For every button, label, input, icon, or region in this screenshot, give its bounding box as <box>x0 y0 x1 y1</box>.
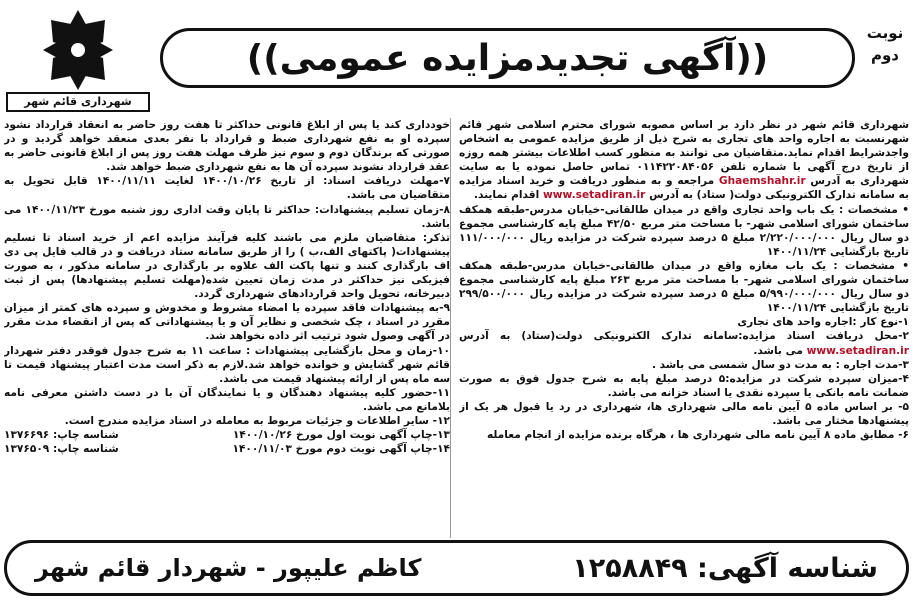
edition-label-line2: دوم <box>870 46 899 64</box>
print-2-label: ۱۴-چاپ آگهی نوبت دوم مورخ ۱۴۰۰/۱۱/۰۳ <box>232 443 450 456</box>
municipality-website-link[interactable]: Ghaemshahr.ir <box>718 175 806 188</box>
signature: کاظم علیپور - شهردار قائم شهر <box>35 554 422 582</box>
condition-item-12: ۱۲- سایر اطلاعات و جزئیات مربوط به معامله در اسناد مزایده مندرج است. <box>64 414 450 427</box>
spec-item-1: • مشخصات : یک باب واحد تجاری واقع در میدان طالقانی-خیابان مدرس-طبقه همکف ساختمان شورای اسلامی شهر- با مساحت متر مربع ۴۲/۵۰ مبلغ پایه کارشناسی مجموع دو سال ریال ۲/۲۲۰/۰۰۰/۰۰۰ مبلغ ۵ درصد سپرده شرکت در مزایده ریال ۱۱۱/۰۰۰/۰۰۰ تاریخ بازگشایی ۱۴۰۰/۱۱/۲۴ <box>459 203 909 258</box>
condition-item-9: ۹-به پیشنهادات فاقد سپرده یا امضاء مشروط و مخدوش و سپرده های کمتر از میزان مقرر در اسناد ، چک شخصی و نظایر آن و یا پیشنهاداتی که پس از انقضاء مدت مقرر در آگهی وصول شود ترتیب اثر داده نخواهد شد. <box>4 302 450 343</box>
municipality-logo <box>6 6 150 112</box>
condition-item-11: ۱۱-حضور کلیه پیشنهاد دهندگان و یا نمایندگان آن با در دست داشتن معرفی نامه بلامانع می باشد. <box>4 386 450 413</box>
condition-item-2 <box>459 329 909 357</box>
setad-website-link[interactable]: www.setadiran.ir <box>542 189 646 202</box>
condition-item-7: ۷-مهلت دریافت اسناد: از تاریخ ۱۴۰۰/۱۰/۲۶ لغایت ۱۴۰۰/۱۱/۱۱ قابل تحویل به متقاضیان می باشد. <box>4 175 450 202</box>
edition-label <box>863 22 907 66</box>
note-paragraph: تذکر: متقاضیان ملزم می باشند کلیه فرآیند مزایده اعم از خرید اسناد تا تسلیم پیشنهادات( پاکتهای الف،ب ) را از طریق سامانه ستاد دریافت و در قالب فایل پی دی اف بارگذاری کنند و تنها پاکت الف علاوه بر بارگذاری در سامانه مذکور ، به صورت فیزیکی نیز حداکثر در مدت زمان تعیین شده(مهلت تسلیم پیشنهادها) پس از ثبت دبیرخانه، تحویل واحد قراردادهای شهرداری گردد. <box>4 231 450 301</box>
setad-website-link-2[interactable]: www.setadiran.ir <box>806 344 909 357</box>
condition-item-3: ۳-مدت اجاره : به مدت دو سال شمسی می باشد . <box>651 358 909 371</box>
header <box>0 0 913 118</box>
condition-item-1: ۱-نوع کار :اجاره واحد های تجاری <box>737 316 909 329</box>
right-column <box>459 118 909 538</box>
intro-text-3: اقدام نمایند. <box>473 189 540 202</box>
body-columns <box>4 118 909 538</box>
spec-item-2: • مشخصات : یک باب مغازه واقع در میدان طالقانی-خیابان مدرس-طبقه همکف ساختمان شورای اسلامی شهر- با مساحت متر مربع ۲۶۳ مبلغ پایه کارشناسی مجموع دو سال ریال ۵/۹۹۰/۰۰۰/۰۰۰ مبلغ ۵ درصد سپرده شرکت در مزایده ریال ۲۹۹/۵۰۰/۰۰۰ تاریخ بازگشایی ۱۴۰۰/۱۱/۲۴ <box>459 259 909 315</box>
edition-label-line1: نوبت <box>866 24 904 42</box>
condition-item-2-text: ۲-محل دریافت اسناد مزایده:سامانه تدارک الکترونیکی دولت(ستاد) به آدرس <box>459 330 909 343</box>
intro-paragraph <box>459 118 909 203</box>
print-row-2 <box>4 442 450 456</box>
ad-id: شناسه آگهی: ۱۲۵۸۸۴۹ <box>572 552 878 584</box>
condition-item-6: ۶- مطابق ماده ۸ آیین نامه مالی شهرداری ها ، هرگاه برنده مزایده از انجام معامله <box>486 429 909 442</box>
condition-item-2-tail: می باشد. <box>753 344 803 357</box>
title-box <box>160 28 855 88</box>
condition-item-4: ۴-میزان سپرده شرکت در مزایده:۵ درصد مبلغ پایه به شرح جدول فوق به صورت ضمانت نامه بانکی یا سپرده نقدی یا اسناد خزانه می باشد. <box>459 372 909 399</box>
intro-text: شهرداری قائم شهر در نظر دارد بر اساس مصوبه شورای محترم اسلامی شهر قائم شهرنسبت به اجاره واحد های تجاری به شرح ذیل از طریق مزایده عمومی به اشخاص واجدشرایط اقدام نماید.متقاضیان می توانند به منظور کسب اطلاعات بیشتر همه روزه از تاریخ درج آگهی با شماره تلفن ۰۱۱۴۲۲۰۸۴۰۵۶ تماس حاصل نموده یا به سایت شهرداری به آدرس <box>459 119 909 188</box>
print-1-label: ۱۳-چاپ آگهی نوبت اول مورخ ۱۴۰۰/۱۰/۲۶ <box>232 429 450 442</box>
print-1-id: شناسه چاپ: ۱۳۷۶۶۹۶ <box>4 429 119 442</box>
footer <box>4 540 909 596</box>
left-column <box>4 118 450 538</box>
intro-text-2: مراجعه و به منظور دریافت و خرید اسناد مزایده به سامانه تدارک الکترونیکی دولت( ستاد) به آدرس <box>459 175 909 202</box>
page-title: ((آگهی تجدیدمزایده عمومی)) <box>246 37 769 79</box>
logo-emblem-icon <box>23 6 133 92</box>
print-row-1 <box>4 428 450 442</box>
condition-item-5: ۵- بر اساس ماده ۵ آیین نامه مالی شهرداری ها، شهرداری در رد یا قبول هر یک از پیشنهادها مختار می باشد. <box>459 400 909 427</box>
print-2-id: شناسه چاپ: ۱۳۷۶۵۰۹ <box>4 443 119 456</box>
continuation-paragraph: خودداری کند یا پس از ابلاغ قانونی حداکثر تا هفت روز حاضر به انعقاد قرارداد نشود سپرده او به نفع شهرداری ضبط و قرارداد با نفر بعدی منعقد خواهد گردید و در صورتی که برندگان دوم و سوم نیز ظرف مهلت هفت روز پس از ابلاغ قانونی حاضر به عقد قرارداد نشوند سپرده آن ها به نفع شهرداری ضبط خواهد شد. <box>4 119 450 174</box>
condition-item-10: ۱۰-زمان و محل بازگشایی پیشنهادات : ساعت ۱۱ به شرح جدول فوقدر دفتر شهردار قائم شهر گشایش و خوانده خواهد شد.لازم به ذکر است مدت اعتبار پیشنهاد قیمت تا سه ماه پس از ارائه پیشنهاد قیمت می باشد. <box>4 344 450 385</box>
column-divider <box>450 118 451 538</box>
logo-caption: شهرداری قائم شهر <box>6 92 150 112</box>
condition-item-8: ۸-زمان تسلیم پیشنهادات: حداکثر تا پایان وقت اداری روز شنبه مورخ ۱۴۰۰/۱۱/۲۳ می باشد. <box>4 203 450 230</box>
